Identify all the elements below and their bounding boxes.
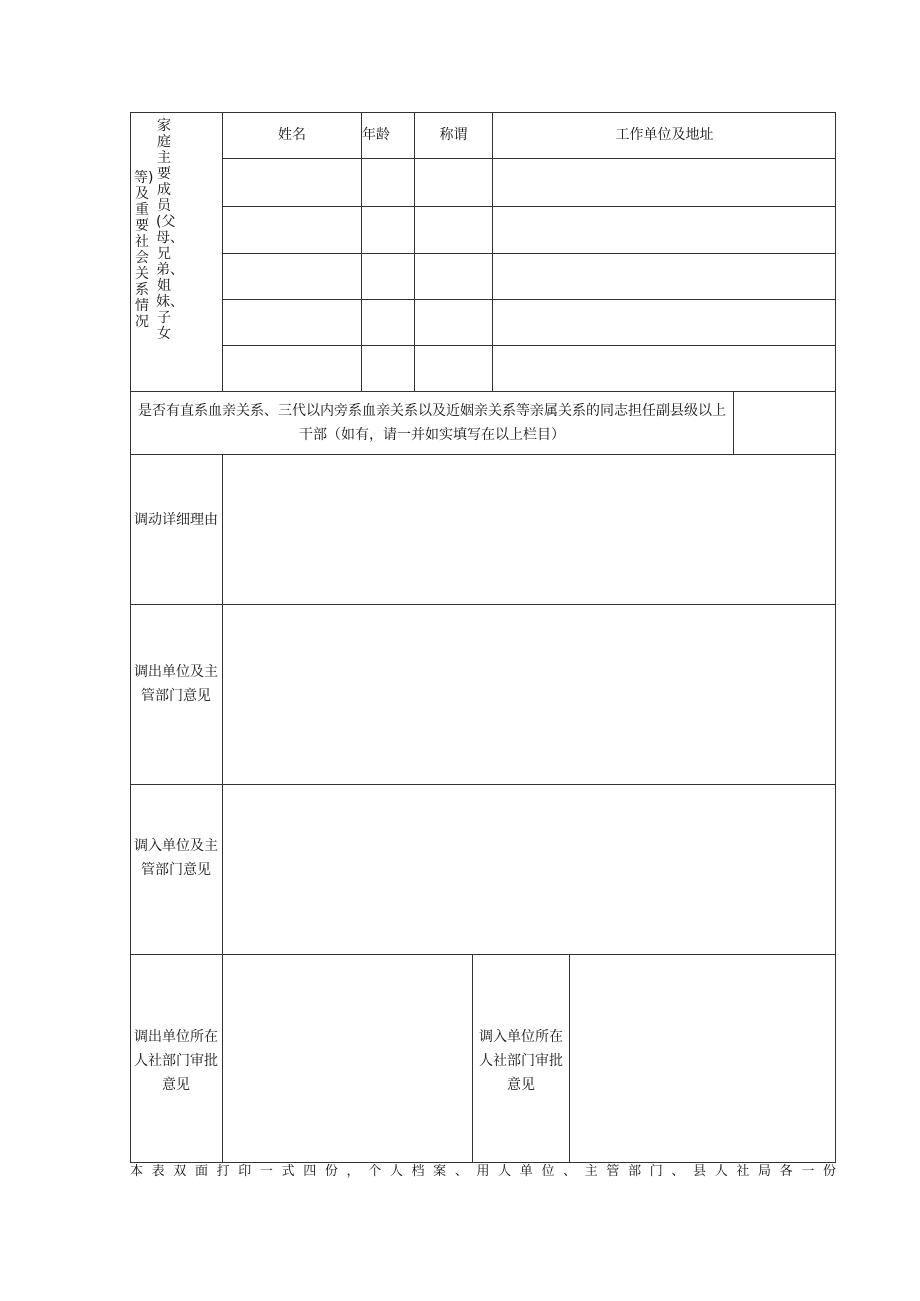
divider — [222, 158, 836, 159]
in-approval-label: 调入单位所在人社部门审批意见 — [479, 1029, 563, 1093]
divider — [130, 391, 836, 392]
form-table — [130, 112, 836, 1163]
divider — [222, 299, 836, 300]
header-name: 姓名 — [278, 127, 306, 143]
divider — [222, 345, 836, 346]
transfer-reason-label: 调动详细理由 — [134, 512, 218, 528]
divider — [222, 206, 836, 207]
divider — [130, 784, 836, 785]
header-work: 工作单位及地址 — [615, 127, 714, 143]
divider — [472, 954, 473, 1163]
out-approval-label: 调出单位所在人社部门审批意见 — [134, 1029, 218, 1093]
divider — [222, 253, 836, 254]
family-section-label-col1: 家庭主要成员(父母、兄弟、姐妹、子女 — [156, 118, 184, 342]
footer-note: 本表双面打印一式四份，个人档案、用人单位、主管部门、县人社局各一份 — [130, 1164, 836, 1179]
kinship-question: 是否有直系血亲关系、三代以内旁系血亲关系以及近姻亲关系等亲属关系的同志担任副县级以上干部（如有，请一并如实填写在以上栏目） — [138, 403, 726, 443]
family-section-label-col2: 等)及重要社会关系情况 — [134, 170, 154, 330]
divider — [222, 112, 223, 391]
header-relation: 称谓 — [439, 127, 468, 143]
divider — [733, 391, 734, 454]
divider — [492, 112, 493, 391]
divider — [361, 112, 362, 391]
divider — [414, 112, 415, 391]
divider — [222, 454, 223, 1163]
divider — [130, 954, 836, 955]
divider — [130, 604, 836, 605]
divider — [130, 454, 836, 455]
divider — [569, 954, 570, 1163]
out-opinion-label: 调出单位及主管部门意见 — [134, 664, 218, 704]
in-opinion-label: 调入单位及主管部门意见 — [134, 838, 218, 878]
header-age: 年龄 — [362, 127, 390, 143]
